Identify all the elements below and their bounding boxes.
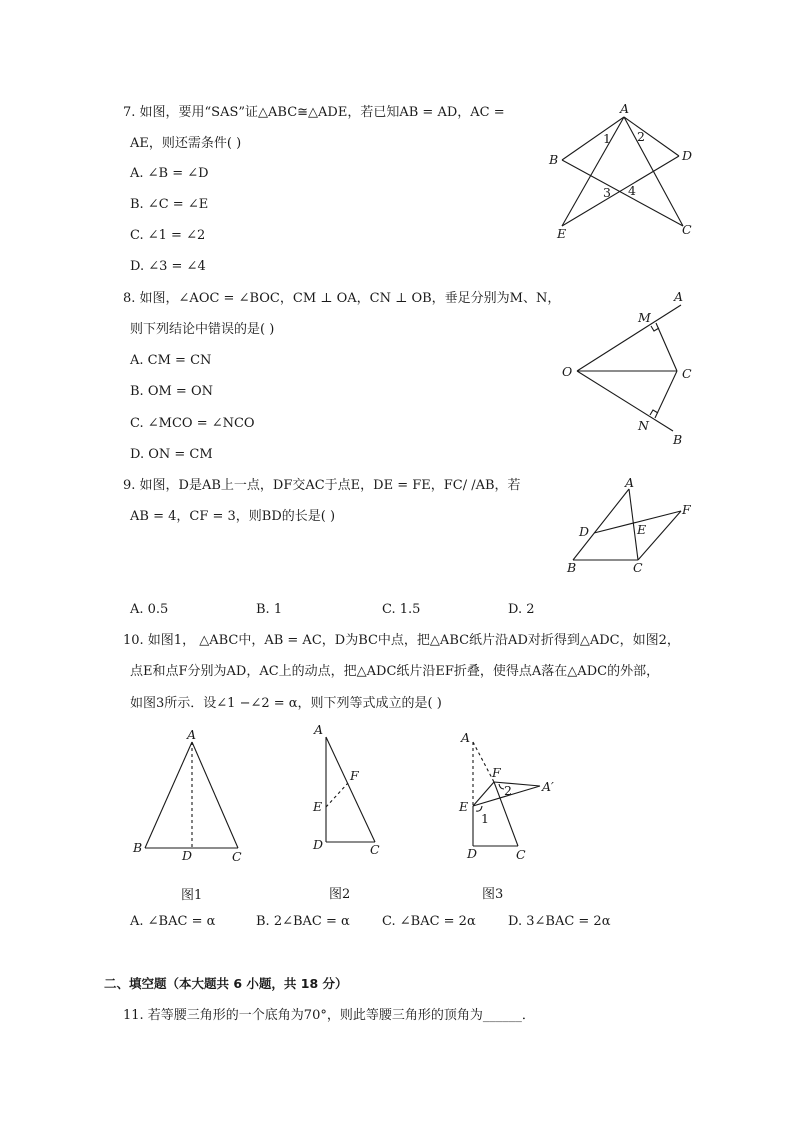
q8-label-b: B [673, 432, 683, 447]
q10-f1-label-c: C [232, 849, 242, 864]
q9-option-d: D. 2 [508, 602, 535, 617]
q10-stem-line2: 点E和点F分别为AD，AC上的动点，把△ADC纸片沿EF折叠，使得点A落在△ADC的外部， [130, 664, 660, 679]
q7-angle-4: 4 [628, 183, 636, 198]
q10-f3-segment-fa-prime [494, 782, 540, 786]
q10-f2-segment-ac [326, 737, 375, 842]
q10-option-b: B. 2∠BAC = α [256, 914, 350, 929]
q10-f3-label-c: C [516, 847, 526, 862]
q10-f3-label-d: D [467, 846, 478, 861]
q10-figure-1 [145, 742, 238, 848]
q7-option-c: C. ∠1 = ∠2 [130, 228, 206, 243]
q8-option-d: D. ON = CM [130, 447, 213, 462]
q10-f2-label-c: C [370, 842, 380, 857]
q10-f1-segment-ab [145, 742, 192, 848]
q9-stem-line1: 9. 如图，D是AB上一点，DF交AC于点E，DE = FE，FC/ /AB，若 [123, 478, 521, 493]
q7-option-d: D. ∠3 = ∠4 [130, 259, 206, 274]
q10-f1-segment-ac [192, 742, 238, 848]
q9-label-c: C [633, 560, 643, 575]
q8-stem-line1: 8. 如图，∠AOC = ∠BOC，CM ⊥ OA，CN ⊥ OB，垂足分别为M、N， [123, 291, 561, 306]
q10-f3-angle-2: 2 [504, 783, 512, 798]
q9-option-b: B. 1 [256, 602, 283, 617]
q8-stem-line2: 则下列结论中错误的是( ) [130, 322, 275, 337]
q7-label-a: A [620, 101, 630, 116]
q10-f1-label-d: D [182, 848, 193, 863]
section-2-heading: 二、填空题（本大题共 6 小题，共 18 分） [104, 976, 348, 991]
q8-label-n: N [638, 418, 649, 433]
q10-caption-figure-2: 图2 [329, 887, 351, 902]
q7-angle-2: 2 [637, 129, 645, 144]
q8-label-o: O [562, 364, 573, 379]
q10-caption-figure-1: 图1 [181, 888, 203, 903]
q10-f2-label-e: E [313, 799, 323, 814]
q10-option-d: D. 3∠BAC = 2α [508, 914, 611, 929]
q10-f3-segment-af-dashed [473, 742, 494, 782]
q10-f3-angle-1: 1 [481, 811, 489, 826]
q7-label-d: D [682, 148, 693, 163]
q7-label-e: E [557, 226, 567, 241]
q9-label-a: A [625, 475, 635, 490]
q9-label-e: E [637, 522, 647, 537]
q8-label-a: A [674, 289, 684, 304]
q8-option-a: A. CM = CN [130, 353, 212, 368]
q10-f3-label-a-prime: A′ [542, 779, 554, 794]
q10-stem-line3: 如图3所示．设∠1 −∠2 = α，则下列等式成立的是( ) [130, 696, 442, 711]
q8-label-c: C [682, 366, 692, 381]
q10-f2-segment-ef [326, 783, 348, 807]
q8-label-m: M [638, 310, 651, 325]
q7-label-c: C [682, 222, 692, 237]
q10-f1-label-b: B [133, 840, 143, 855]
q8-option-c: C. ∠MCO = ∠NCO [130, 416, 255, 431]
q7-stem-line2: AE，则还需条件( ) [130, 136, 242, 151]
q10-f3-label-e: E [459, 799, 469, 814]
q9-stem-line2: AB = 4，CF = 3，则BD的长是( ) [130, 509, 336, 524]
q10-caption-figure-3: 图3 [482, 887, 504, 902]
q7-angle-1: 1 [603, 131, 611, 146]
q8-option-b: B. OM = ON [130, 384, 213, 399]
q10-f1-label-a: A [187, 727, 197, 742]
q9-label-b: B [567, 560, 577, 575]
q7-stem-line1: 7. 如图，要用“SAS”证△ABC≅△ADE，若已知AB = AD，AC = [123, 105, 505, 120]
q9-option-a: A. 0.5 [130, 602, 169, 617]
q7-option-a: A. ∠B = ∠D [130, 166, 209, 181]
q10-f3-label-a: A [461, 730, 471, 745]
q10-figure-2 [326, 737, 375, 842]
q7-angle-3: 3 [603, 185, 611, 200]
q11-stem: 11. 若等腰三角形的一个底角为70°，则此等腰三角形的顶角为______． [123, 1008, 535, 1023]
q10-f2-label-f: F [350, 768, 359, 783]
q9-option-c: C. 1.5 [382, 602, 421, 617]
q10-option-a: A. ∠BAC = α [130, 914, 216, 929]
q10-f3-label-f: F [492, 765, 501, 780]
q10-stem-line1: 10. 如图1， △ABC中，AB = AC，D为BC中点，把△ABC纸片沿AD对折得到△ADC，如图2， [123, 633, 680, 648]
q10-f2-label-d: D [313, 837, 324, 852]
q7-option-b: B. ∠C = ∠E [130, 197, 209, 212]
q9-label-d: D [579, 524, 590, 539]
q7-label-b: B [549, 152, 559, 167]
q10-f2-label-a: A [314, 722, 324, 737]
q10-option-c: C. ∠BAC = 2α [382, 914, 476, 929]
q9-label-f: F [682, 502, 691, 517]
